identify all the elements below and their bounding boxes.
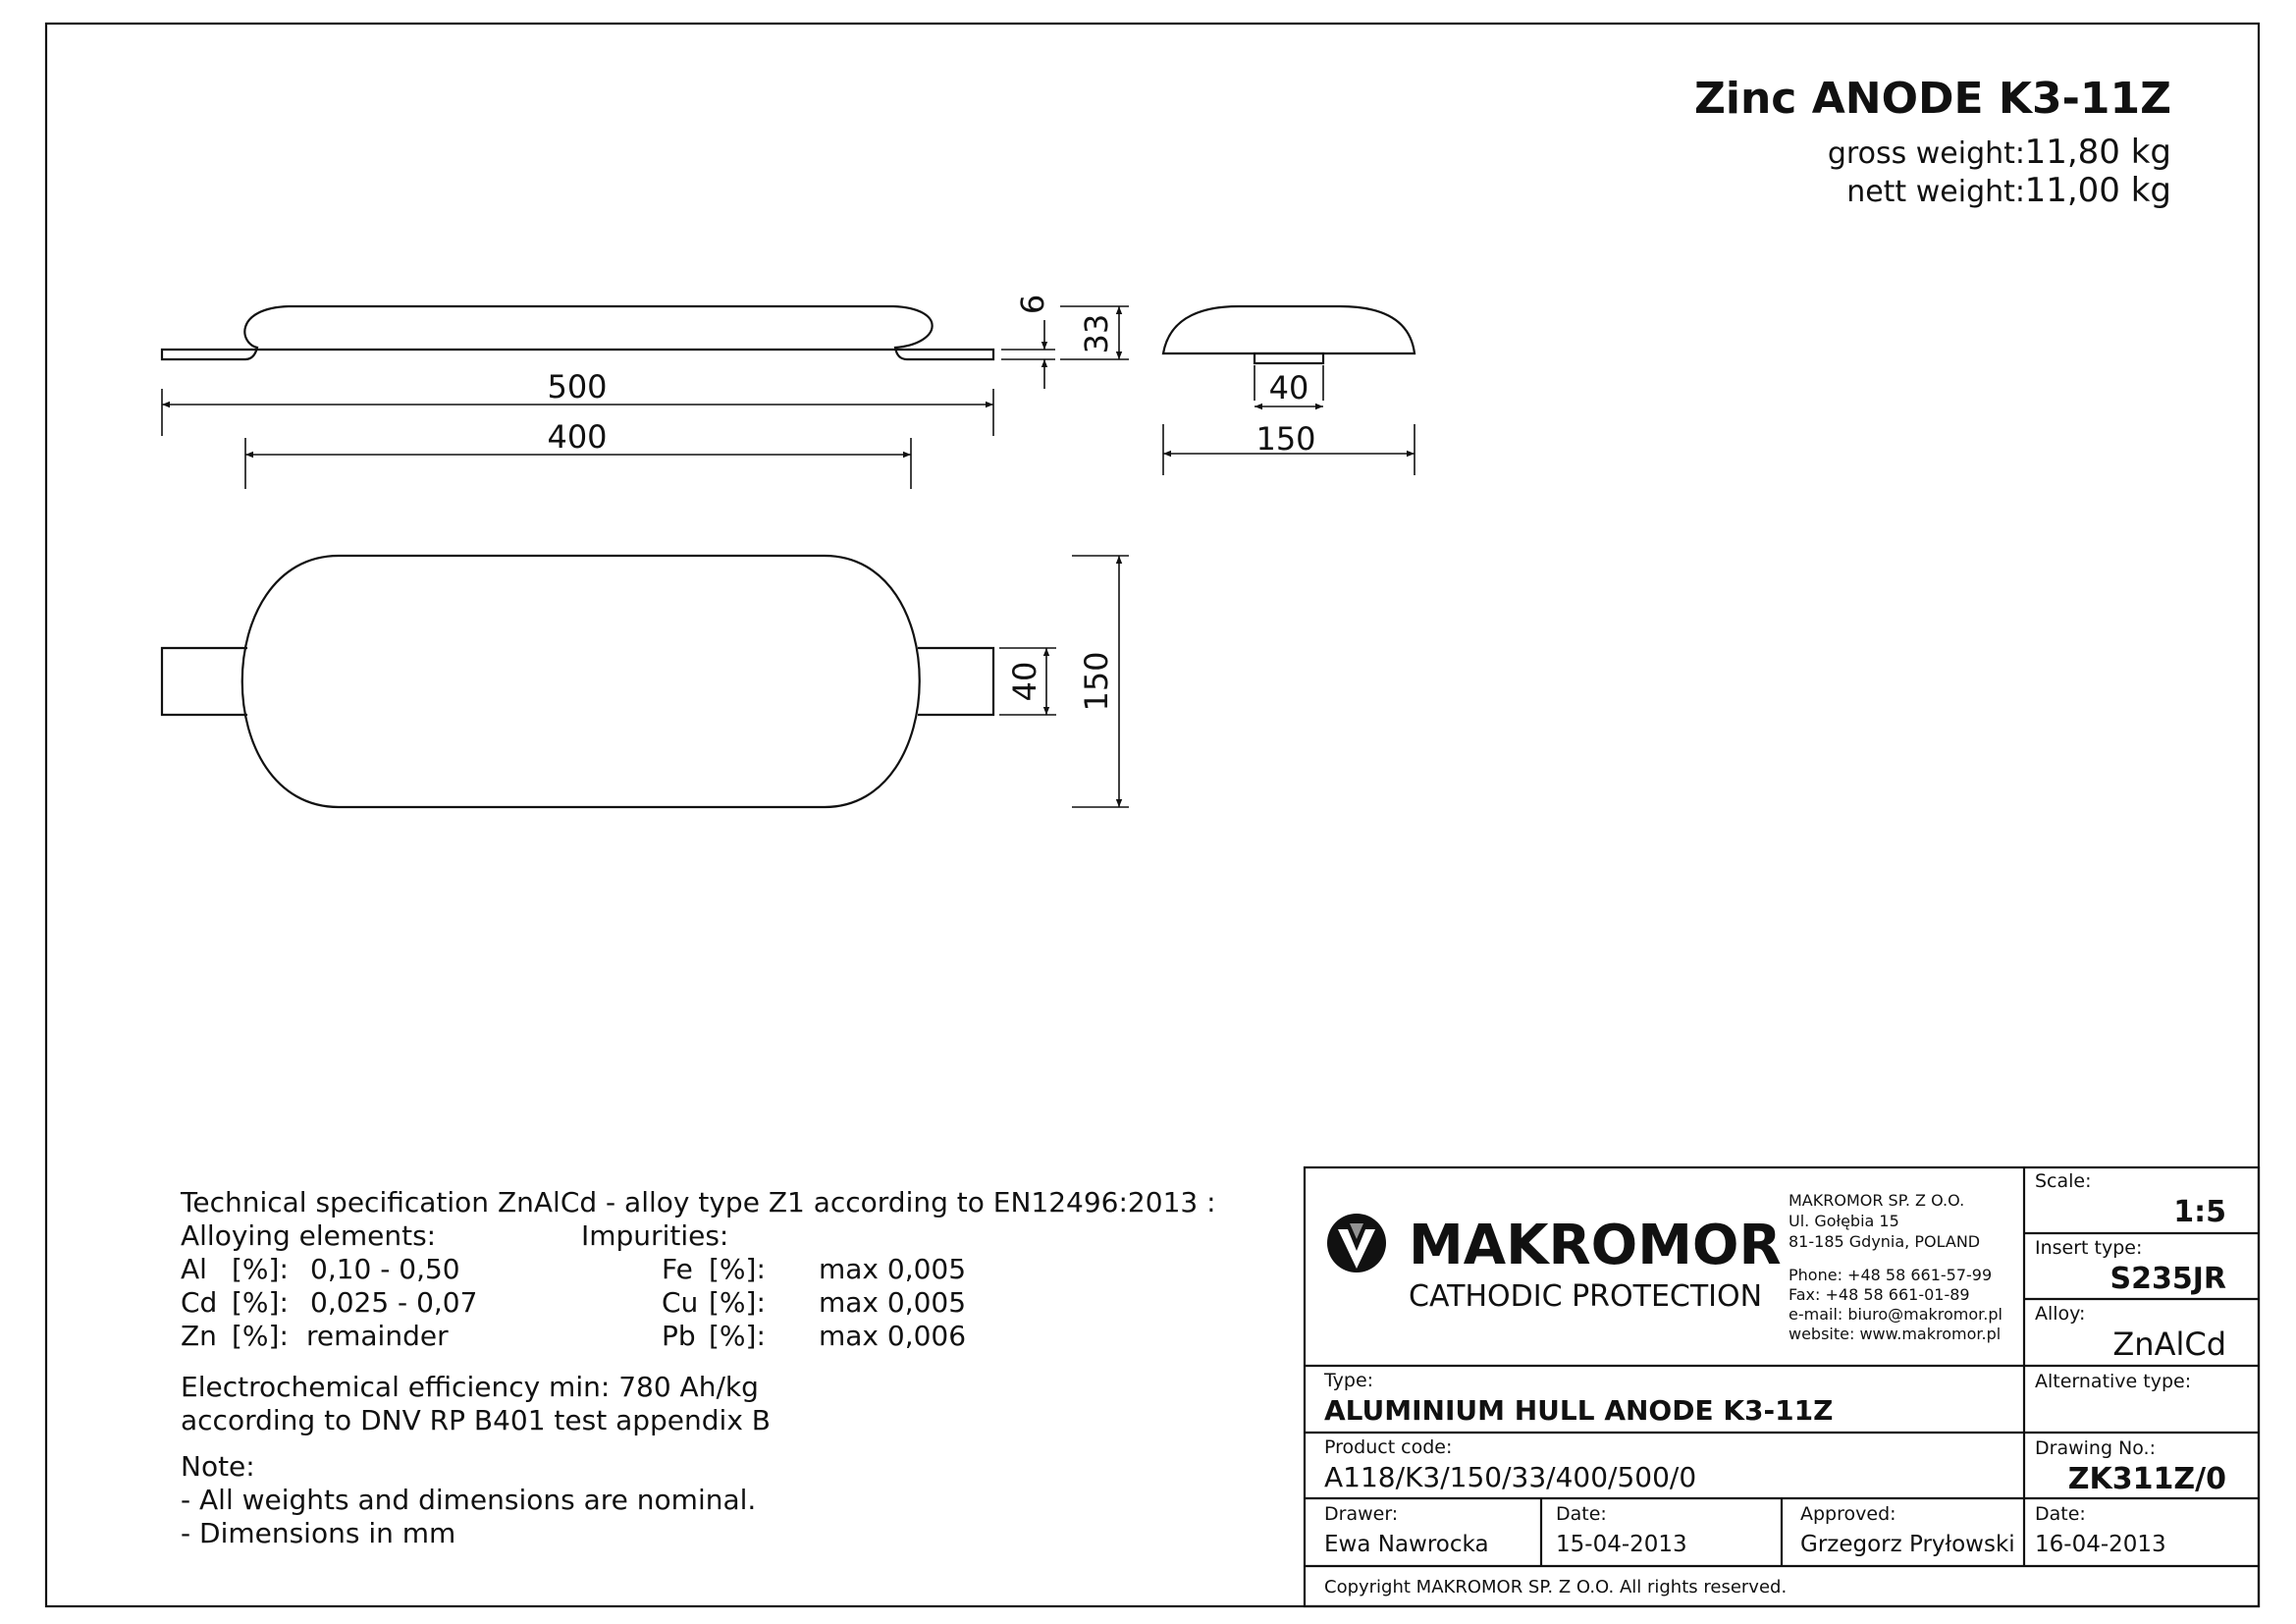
alloy-value: 0,025 - 0,07 xyxy=(310,1286,478,1319)
alloy-element: Cd xyxy=(181,1286,218,1319)
insert-type-value: S235JR xyxy=(2109,1262,2226,1296)
product-code-value: A118/K3/150/33/400/500/0 xyxy=(1324,1461,1697,1493)
alloy-unit: [%]: xyxy=(232,1253,289,1285)
date-value: 15-04-2013 xyxy=(1556,1532,1687,1557)
impurity-value: max 0,006 xyxy=(819,1320,967,1352)
approved-value: Grzegorz Pryłowski xyxy=(1800,1532,2015,1557)
alloy-element: Zn xyxy=(181,1320,217,1352)
company-name: MAKROMOR xyxy=(1409,1214,1782,1277)
side-view xyxy=(162,295,1129,489)
drawer-label: Drawer: xyxy=(1324,1503,1399,1525)
impurity-value: max 0,005 xyxy=(819,1286,967,1319)
drawing-no-label: Drawing No.: xyxy=(2035,1437,2156,1459)
note-item: - Dimensions in mm xyxy=(181,1517,456,1549)
nett-weight-value: 11,00 kg xyxy=(2024,171,2171,210)
gross-weight-label: gross weight: xyxy=(1827,136,2025,171)
impurity-element: Fe xyxy=(662,1253,693,1285)
dim-end-150: 150 xyxy=(1255,420,1316,458)
sheet-border xyxy=(46,24,2259,1606)
title-block xyxy=(1305,1167,2259,1606)
scale-value: 1:5 xyxy=(2173,1195,2226,1229)
company-address xyxy=(1789,1191,2002,1343)
address-line: MAKROMOR SP. Z O.O. xyxy=(1789,1191,1965,1210)
drawing-title: Zinc ANODE K3-11Z xyxy=(1694,74,2171,124)
alloy-element: Al xyxy=(181,1253,207,1285)
impurity-unit: [%]: xyxy=(709,1253,766,1285)
approved-date-value: 16-04-2013 xyxy=(2035,1532,2166,1557)
drawer-value: Ewa Nawrocka xyxy=(1324,1532,1489,1557)
type-value: ALUMINIUM HULL ANODE K3-11Z xyxy=(1324,1394,1834,1427)
dim-top-40: 40 xyxy=(1006,661,1043,702)
copyright-notice: Copyright MAKROMOR SP. Z O.O. All rights reserved. xyxy=(1324,1577,1788,1597)
dim-top-150: 150 xyxy=(1078,651,1115,712)
note-heading: Note: xyxy=(181,1450,255,1483)
alloy-value: 0,10 - 0,50 xyxy=(310,1253,460,1285)
spec-heading: Technical specification ZnAlCd - alloy type Z1 according to EN12496:2013 : xyxy=(181,1186,1216,1218)
impurity-element: Pb xyxy=(662,1320,696,1352)
type-label: Type: xyxy=(1324,1370,1374,1391)
dim-6: 6 xyxy=(1014,294,1051,315)
top-view-body xyxy=(242,556,920,807)
scale-label: Scale: xyxy=(2035,1170,2092,1192)
gross-weight-value: 11,80 kg xyxy=(2024,133,2171,172)
product-code-label: Product code: xyxy=(1324,1436,1453,1458)
approved-label: Approved: xyxy=(1800,1503,1896,1525)
alloy-unit: [%]: xyxy=(232,1320,289,1352)
alloy-label: Alloy: xyxy=(2035,1303,2086,1325)
alloy-value: remainder xyxy=(306,1320,449,1352)
dim-end-40: 40 xyxy=(1268,369,1309,406)
end-view xyxy=(1163,306,1415,475)
alternative-type-label: Alternative type: xyxy=(2035,1371,2192,1392)
impurity-unit: [%]: xyxy=(709,1320,766,1352)
address-line: Fax: +48 58 661-01-89 xyxy=(1789,1285,1970,1304)
drawing-no-value: ZK311Z/0 xyxy=(2067,1462,2226,1496)
address-line: Ul. Gołębia 15 xyxy=(1789,1212,1899,1230)
specification-block xyxy=(180,1186,1216,1549)
note-item: - All weights and dimensions are nominal. xyxy=(181,1484,757,1516)
top-view-left-lug xyxy=(162,648,247,715)
address-line: Phone: +48 58 661-57-99 xyxy=(1789,1266,1993,1284)
dim-500: 500 xyxy=(547,368,608,406)
address-line: website: www.makromor.pl xyxy=(1789,1325,2002,1343)
company-tagline: CATHODIC PROTECTION xyxy=(1409,1279,1763,1314)
makromor-logo-icon xyxy=(1327,1214,1386,1272)
nett-weight-label: nett weight: xyxy=(1846,175,2025,209)
address-line: 81-185 Gdynia, POLAND xyxy=(1789,1232,1981,1251)
alloy-value: ZnAlCd xyxy=(2112,1326,2226,1363)
end-view-lug xyxy=(1255,353,1323,363)
impurity-element: Cu xyxy=(662,1286,699,1319)
top-view xyxy=(162,556,1129,807)
top-view-right-lug xyxy=(918,648,993,715)
side-view-outline xyxy=(162,306,993,359)
impurities-heading: Impurities: xyxy=(581,1219,729,1252)
date-label: Date: xyxy=(1556,1503,1607,1525)
insert-type-label: Insert type: xyxy=(2035,1237,2143,1259)
alloy-unit: [%]: xyxy=(232,1286,289,1319)
address-line: e-mail: biuro@makromor.pl xyxy=(1789,1305,2002,1324)
approved-date-label: Date: xyxy=(2035,1503,2086,1525)
dim-33: 33 xyxy=(1078,313,1115,354)
dim-400: 400 xyxy=(547,418,608,456)
impurity-unit: [%]: xyxy=(709,1286,766,1319)
end-view-outline xyxy=(1163,306,1415,353)
impurity-value: max 0,005 xyxy=(819,1253,967,1285)
efficiency-line-2: according to DNV RP B401 test appendix B xyxy=(181,1404,772,1436)
alloying-heading: Alloying elements: xyxy=(181,1219,437,1252)
efficiency-line-1: Electrochemical efficiency min: 780 Ah/kg xyxy=(181,1371,759,1403)
